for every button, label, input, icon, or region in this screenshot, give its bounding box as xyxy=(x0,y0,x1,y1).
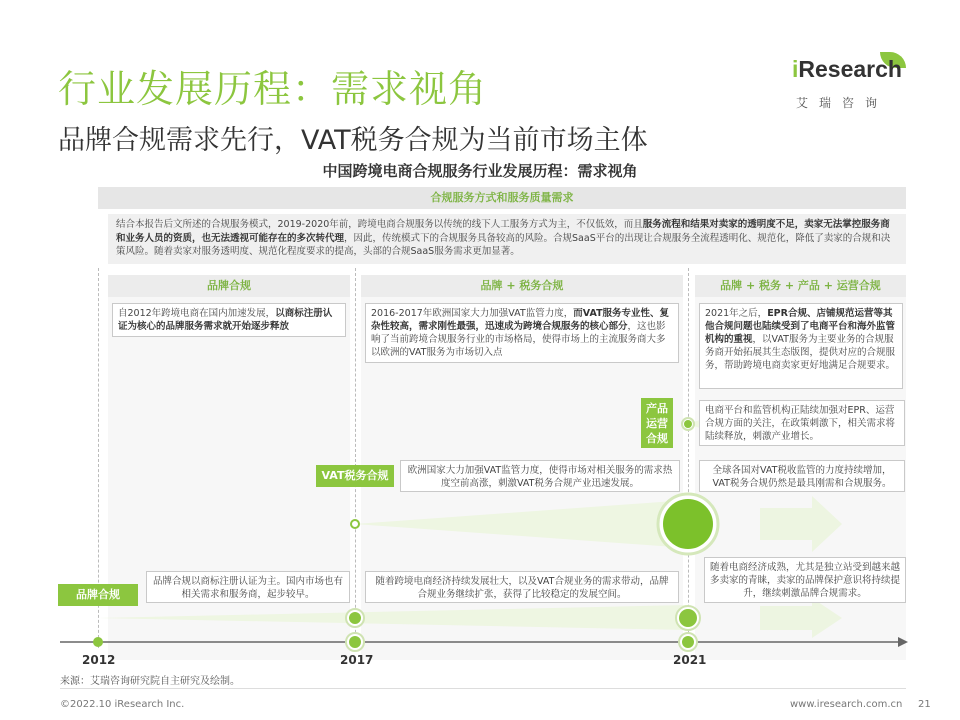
brand-box-2012: 品牌合规以商标注册认证为主。国内市场也有相关需求和服务商，起步较早。 xyxy=(146,571,350,603)
timeline-arrowhead xyxy=(898,637,908,647)
phase-desc-3-text: 2021年之后， xyxy=(705,308,768,319)
summary-text-2: ，因此，传统模式下的合规服务具备较高的风险。合规SaaS平台的出现让合规服务全流程透明化、规范化，降低了卖家的合规和决策风险。随着卖家对服务透明度、规范化程度要求的提高，头部的合规SaaS服务需求更加显著。 xyxy=(116,232,891,257)
vat-box-2017: 欧洲国家大力加强VAT监管力度，使得市场对相关服务的需求热度空前高涨，刺激VAT税务合规产业迅速发展。 xyxy=(400,460,680,492)
phase-head-3: 品牌 + 税务 + 产品 + 运营合规 xyxy=(695,275,906,297)
vat-box-2021: 全球各国对VAT税收监管的力度持续增加，VAT税务合规仍然是最具刚需和合规服务。 xyxy=(699,460,905,492)
section-header: 合规服务方式和服务质量需求 xyxy=(98,187,906,209)
diagram-title: 中国跨境电商合规服务行业发展历程：需求视角 xyxy=(322,162,638,180)
phase-head-2: 品牌 + 税务合规 xyxy=(361,275,683,297)
vat-wedge xyxy=(355,500,688,548)
page-number: 21 xyxy=(918,699,931,710)
logo-i: i xyxy=(792,56,799,82)
arrow-right-brand xyxy=(760,598,842,638)
phase-desc-1-bold: 以商标注册认证为核心的品牌服务需求就开始逐步释放 xyxy=(118,308,333,332)
arrow-right-vat xyxy=(760,496,842,552)
page-subtitle: 品牌合规需求先行，VAT税务合规为当前市场主体 xyxy=(58,125,648,156)
track-label-brand: 品牌合规 xyxy=(58,584,138,606)
source-note: 来源：艾瑞咨询研究院自主研究及绘制。 xyxy=(60,676,240,687)
brand-box-2021: 随着电商经济成熟，尤其是独立站受到越来越多卖家的青睐，卖家的品牌保护意识将持续提升，继续刺激品牌合规需求。 xyxy=(704,557,906,603)
footer-divider xyxy=(60,688,906,689)
phase-desc-2-bold: 而VAT服务专业性、复杂性较高，需求刚性最强，迅速成为跨境合规服务的核心部分 xyxy=(371,308,670,332)
phase-head-1: 品牌合规 xyxy=(108,275,350,297)
brand-wedge xyxy=(98,605,688,630)
track-label-vat: VAT税务合规 xyxy=(316,465,394,487)
year-2021: 2021 xyxy=(673,653,707,667)
logo-word: Research xyxy=(798,56,902,82)
track-label-product-line2: 运营 xyxy=(646,417,668,430)
phase-desc-2-text-2: ，这也影响了当前跨境合规服务行业的市场格局，使得市场上的主流服务商大多以欧洲的VAT服务为市场切入点 xyxy=(371,321,666,358)
page-title: 行业发展历程：需求视角 xyxy=(58,67,488,111)
brand-node-2021 xyxy=(679,609,697,627)
logo-cn: 艾瑞咨询 xyxy=(796,96,889,110)
track-label-product-line1: 产品 xyxy=(646,402,668,415)
node-2021 xyxy=(682,636,694,648)
footer-url: www.iresearch.com.cn xyxy=(790,699,903,710)
vat-node-2017 xyxy=(351,520,359,528)
phase-desc-3-text-2: ，以VAT服务为主要业务的合规服务商开始拓展其生态版图，提供对应的合规服务，帮助跨境电商卖家更好地满足合规要求。 xyxy=(705,334,896,371)
node-2012 xyxy=(93,637,103,647)
phase-desc-2-text: 2016-2017年欧洲国家大力加强VAT监管力度， xyxy=(371,308,574,319)
product-node-2021 xyxy=(684,420,692,428)
product-box-2021: 电商平台和监管机构正陆续加强对EPR、运营合规方面的关注，在政策刺激下，相关需求将陆续释放，刺激产业增长。 xyxy=(699,400,905,446)
track-label-product-line3: 合规 xyxy=(646,432,668,445)
phase-desc-1-text: 自2012年跨境电商在国内加速发展， xyxy=(118,308,276,319)
summary-text-1: 结合本报告后文所述的合规服务模式，2019-2020年前，跨境电商合规服务以传统的线下人工服务方式为主，不仅低效，而且 xyxy=(116,219,643,230)
node-2017 xyxy=(349,636,361,648)
track-label-product xyxy=(641,398,673,448)
vat-node-2021 xyxy=(663,499,713,549)
summary-bold: 服务流程和结果对卖家的透明度不足，卖家无法掌控服务商和业务人员的资质，也无法透视可能存在的多次转代理 xyxy=(116,219,890,244)
brand-node-2017 xyxy=(349,612,361,624)
brand-box-2017: 随着跨境电商经济持续发展壮大，以及VAT合规业务的需求带动，品牌合规业务继续扩张，获得了比较稳定的发展空间。 xyxy=(365,571,679,603)
year-2012: 2012 xyxy=(82,653,116,667)
year-2017: 2017 xyxy=(340,653,374,667)
phase-desc-3-bold: EPR合规、店铺规范运营等其他合规问题也陆续受到了电商平台和海外监管机构的重视 xyxy=(705,308,896,345)
footer-copyright: ©2022.10 iResearch Inc. xyxy=(60,699,185,710)
